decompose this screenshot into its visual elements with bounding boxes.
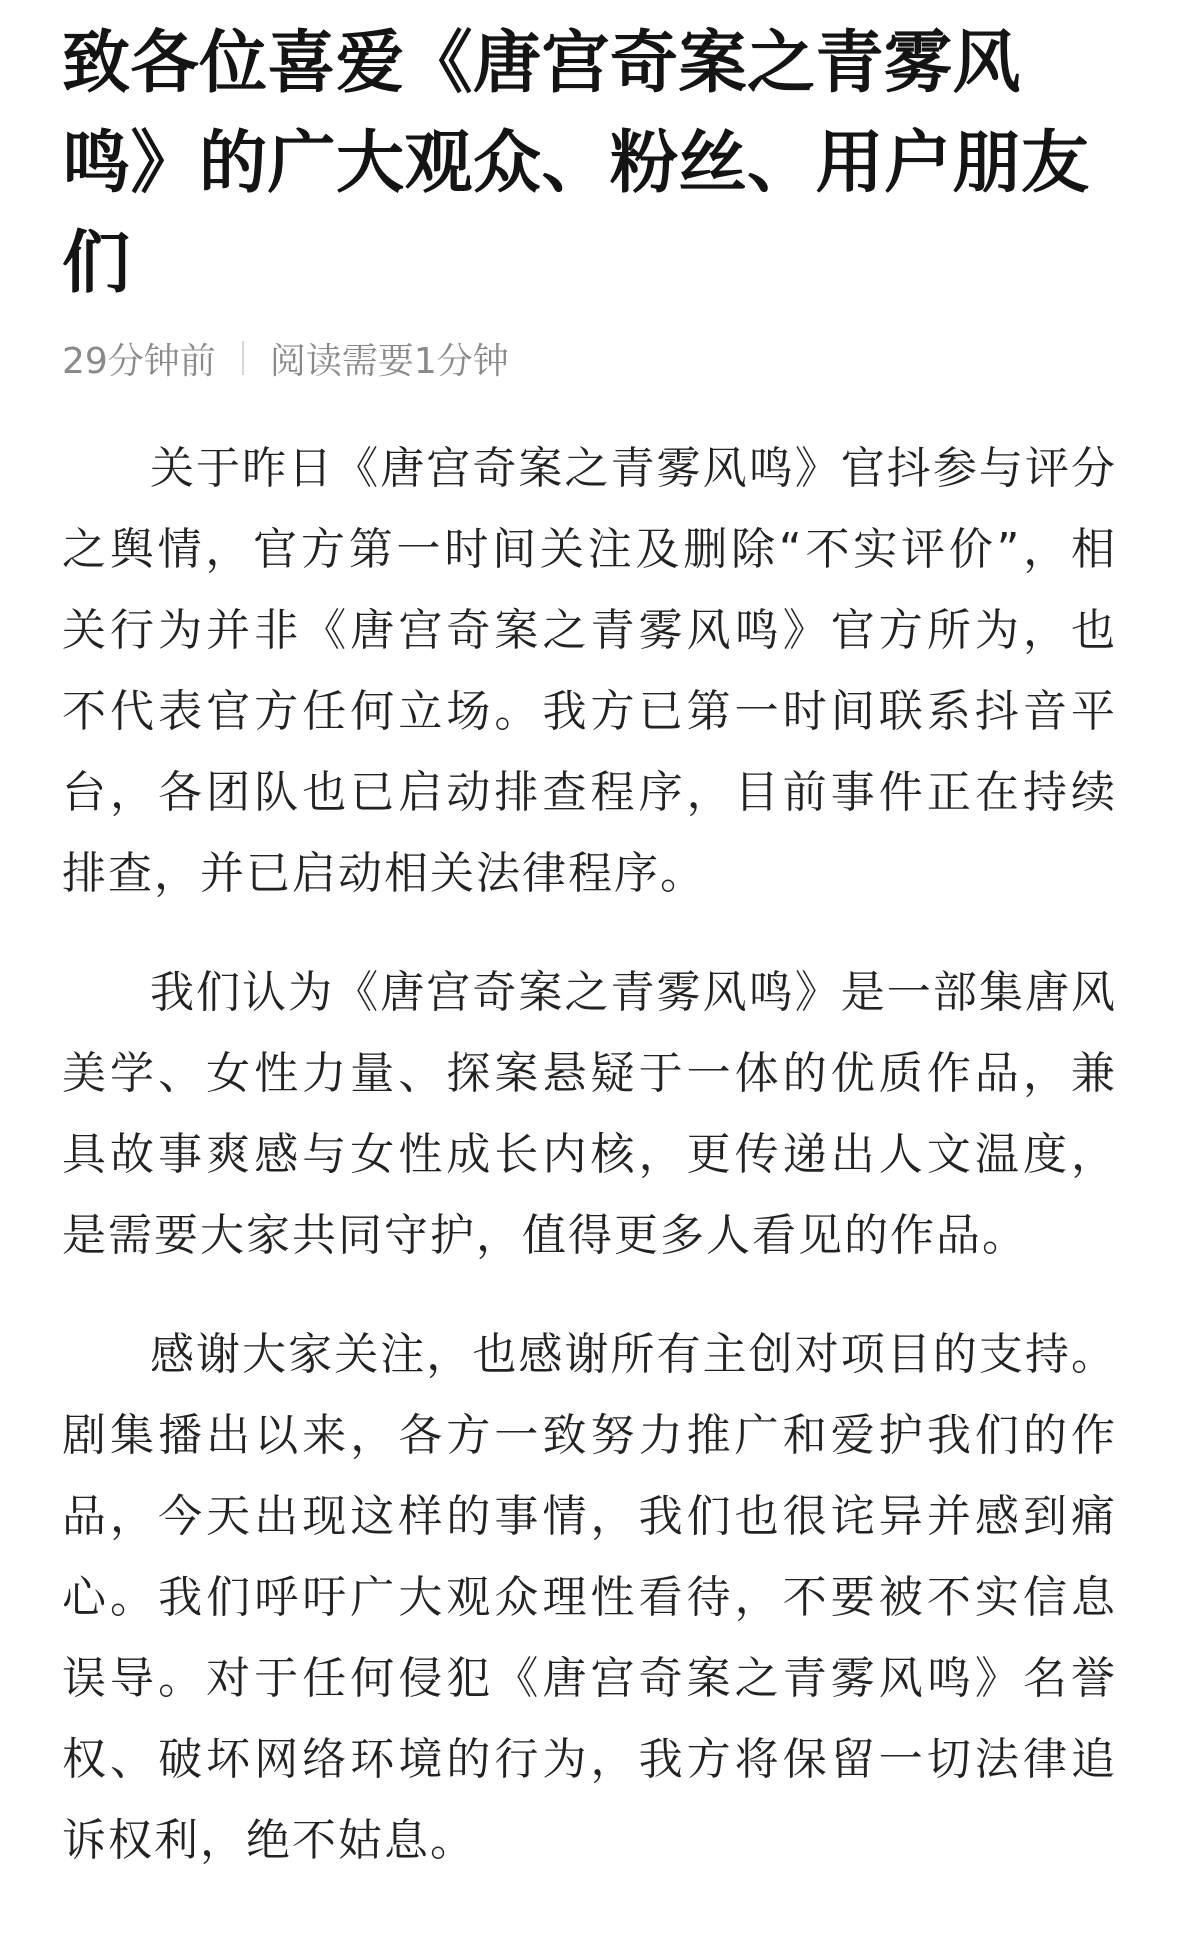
article-meta	[62, 328, 1117, 388]
paragraph-3: 感谢大家关注，也感谢所有主创对项目的支持。剧集播出以来，各方一致努力推广和爱护我们的作品，今天出现这样的事情，我们也很诧异并感到痛心。我们呼吁广大观众理性看待，不要被不实信息误导。对于任何侵犯《唐宫奇案之青雾风鸣》名誉权、破坏网络环境的行为，我方将保留一切法律追诉权利，绝不姑息。	[62, 1329, 1117, 1866]
read-time: 阅读需要1分钟	[269, 340, 509, 382]
paragraph-2: 我们认为《唐宫奇案之青雾风鸣》是一部集唐风美学、女性力量、探案悬疑于一体的优质作品，兼具故事爽感与女性成长内核，更传递出人文温度，是需要大家共同守护，值得更多人看见的作品。	[62, 967, 1117, 1261]
article-body	[62, 428, 1117, 1881]
paragraph-1: 关于昨日《唐宫奇案之青雾风鸣》官抖参与评分之舆情，官方第一时间关注及删除“不实评价”，相关行为并非《唐宫奇案之青雾风鸣》官方所为，也不代表官方任何立场。我方已第一时间联系抖音平台，各团队也已启动排查程序，目前事件正在持续排查，并已启动相关法律程序。	[62, 443, 1117, 899]
meta-divider	[242, 341, 244, 375]
article-title: 致各位喜爱《唐宫奇案之青雾风鸣》的广大观众、粉丝、用户朋友们	[62, 24, 1090, 303]
publish-time: 29分钟前	[62, 340, 216, 382]
